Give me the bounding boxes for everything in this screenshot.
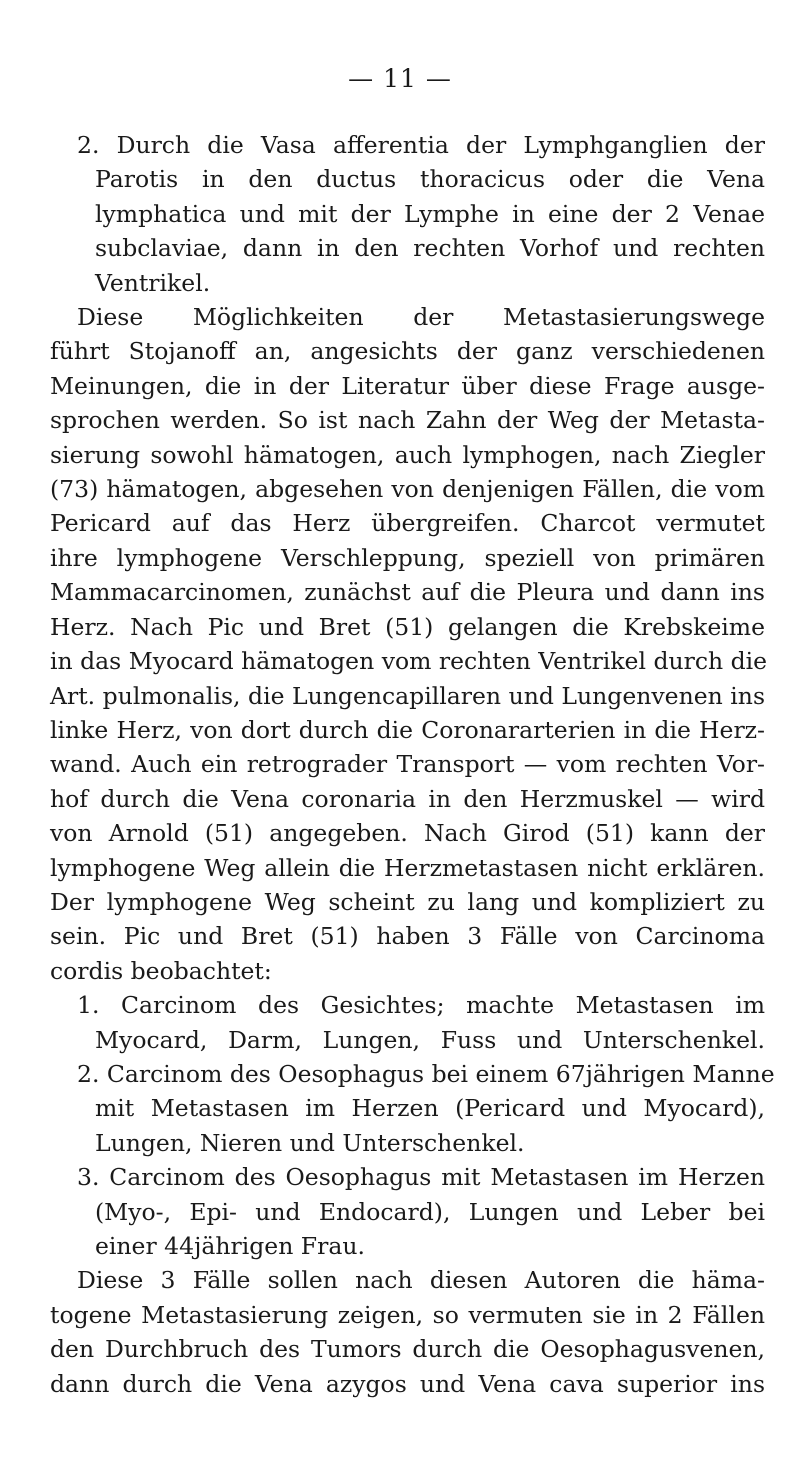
text-line: (73) hämatogen, abgesehen von denjenigen Fällen, die vom <box>50 475 765 504</box>
text-line: den Durchbruch des Tumors durch die Oesophagusvenen, <box>50 1335 765 1364</box>
text-line: (Myo-, Epi- und Endocard), Lungen und Leber bei <box>95 1197 765 1226</box>
text-line: sein. Pic und Bret (51) haben 3 Fälle von Carcinoma <box>50 922 765 951</box>
text-line: subclaviae, dann in den rechten Vorhof und rechten <box>95 234 765 263</box>
page-number: — 11 — <box>348 64 452 93</box>
text-line: wand. Auch ein retrograder Transport — vom rechten Vor- <box>50 750 765 779</box>
text-line: lymphogene Weg allein die Herzmetastasen nicht erklären. <box>50 853 765 882</box>
text-line: in das Myocard hämatogen vom rechten Ventrikel durch die <box>50 647 768 676</box>
text-line: 3. Carcinom des Oesophagus mit Metastasen im Herzen <box>77 1163 765 1192</box>
text-line: dann durch die Vena azygos und Vena cava superior ins <box>50 1369 765 1398</box>
text-line: Mammacarcinomen, zunächst auf die Pleura und dann ins <box>50 578 765 607</box>
text-line: mit Metastasen im Herzen (Pericard und Myocard), <box>95 1094 765 1123</box>
text-line: Art. pulmonalis, die Lungencapillaren und Lungenvenen ins <box>50 681 765 710</box>
text-line: lymphatica und mit der Lymphe in eine der 2 Venae <box>95 199 765 228</box>
text-line: führt Stojanoff an, angesichts der ganz verschiedenen <box>50 337 765 366</box>
text-line: Myocard, Darm, Lungen, Fuss und Unterschenkel. <box>95 1025 765 1054</box>
body-text <box>50 128 775 1401</box>
text-line: sierung sowohl hämatogen, auch lymphogen, nach Ziegler <box>50 440 765 469</box>
text-line: 1. Carcinom des Gesichtes; machte Metastasen im <box>77 991 765 1020</box>
text-line: linke Herz, von dort durch die Coronararterien in die Herz- <box>50 715 765 744</box>
text-line: Herz. Nach Pic und Bret (51) gelangen die Krebskeime <box>50 612 765 641</box>
text-line: ihre lymphogene Verschleppung, speziell von primären <box>50 543 765 572</box>
text-line: Meinungen, die in der Literatur über diese Frage ausge- <box>50 371 765 400</box>
text-line: Pericard auf das Herz übergreifen. Charcot vermutet <box>50 509 765 538</box>
text-line: Ventrikel. <box>95 268 211 297</box>
text-line: einer 44jährigen Frau. <box>95 1232 365 1260</box>
text-line: Lungen, Nieren und Unterschenkel. <box>95 1128 525 1157</box>
text-line: cordis beobachtet: <box>50 956 272 985</box>
text-line: von Arnold (51) angegeben. Nach Girod (51) kann der <box>50 819 765 848</box>
text-line: Diese Möglichkeiten der Metastasierungswege <box>77 303 765 332</box>
text-line: togene Metastasierung zeigen, so vermuten sie in 2 Fällen <box>50 1300 765 1329</box>
text-line: Diese 3 Fälle sollen nach diesen Autoren die häma- <box>77 1266 765 1295</box>
text-line: sprochen werden. So ist nach Zahn der Weg der Metasta- <box>50 406 765 435</box>
text-line: Parotis in den ductus thoracicus oder die Vena <box>95 165 765 194</box>
text-line: hof durch die Vena coronaria in den Herzmuskel — wird <box>50 784 765 813</box>
text-line: 2. Carcinom des Oesophagus bei einem 67jährigen Manne <box>77 1059 775 1088</box>
text-line: 2. Durch die Vasa afferentia der Lymphganglien der <box>77 131 765 159</box>
text-line: Der lymphogene Weg scheint zu lang und kompliziert zu <box>50 887 765 916</box>
